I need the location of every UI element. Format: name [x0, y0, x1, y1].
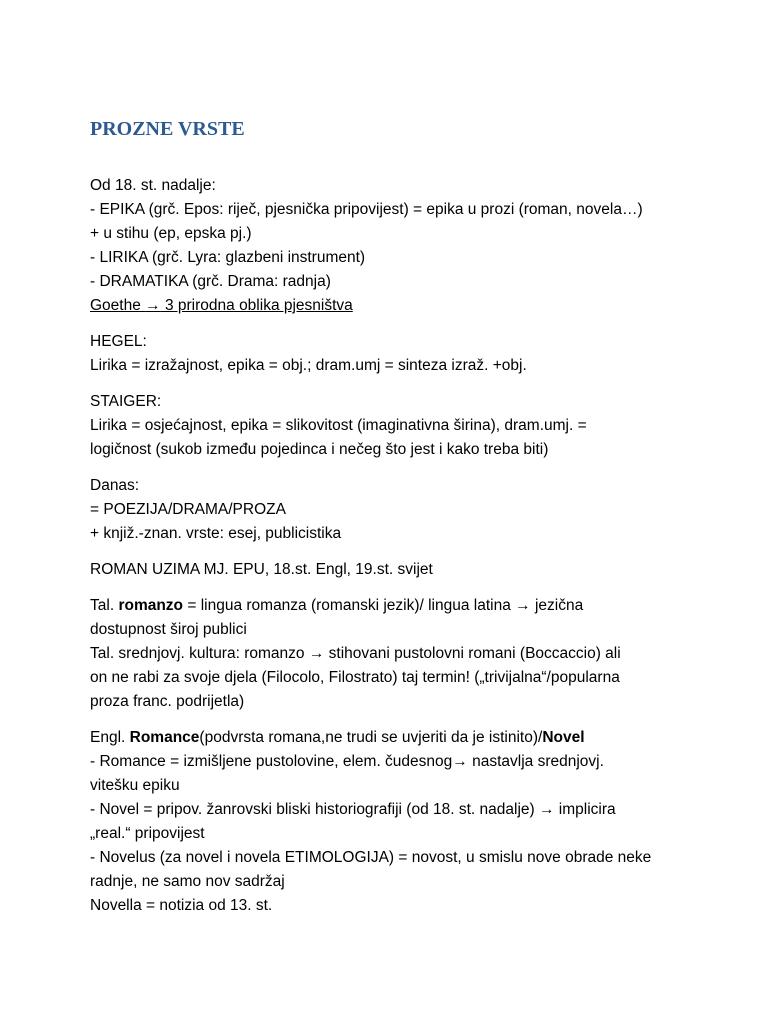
text-line: on ne rabi za svoje djela (Filocolo, Filostrato) taj termin! („trivijalna“/popularna: [90, 669, 620, 686]
section-heading: Danas:: [90, 477, 140, 494]
engl-section: [90, 726, 730, 918]
text-line: - DRAMATIKA (grč. Drama: radnja): [90, 273, 331, 290]
text-span: - Romance = izmišljene pustolovine, elem. čudesnog: [90, 753, 453, 770]
page-title: PROZNE VRSTE: [90, 118, 245, 140]
text-line: logičnost (sukob između pojedinca i nečeg što jest i kako treba biti): [90, 441, 549, 458]
text-line: [90, 642, 730, 666]
text-span: Tal. srednjovj. kultura: romanzo: [90, 645, 309, 662]
arrow-right-icon: →: [145, 297, 161, 314]
arrow-right-icon: →: [308, 645, 325, 662]
text-span: (podvrsta romana,ne trudi se uvjeriti da je istinito)/: [199, 729, 543, 746]
intro-section: [90, 174, 730, 318]
staiger-section: [90, 390, 730, 462]
text-line: Novella = notizia od 13. st.: [90, 897, 273, 914]
text-span: Tal.: [90, 597, 119, 614]
text-line: proza franc. podrijetla): [90, 693, 245, 710]
text-span: jezična: [530, 597, 584, 614]
section-heading: HEGEL:: [90, 333, 147, 350]
text-line: - EPIKA (grč. Epos: riječ, pjesnička pripovijest) = epika u prozi (roman, novela…): [90, 201, 643, 218]
bold-term: Novel: [542, 729, 585, 746]
text-line: [90, 798, 730, 822]
bold-term: romanzo: [118, 597, 184, 614]
text-span: nastavlja srednjovj.: [467, 753, 604, 770]
tal-section: [90, 594, 730, 714]
text-line: Lirika = izražajnost, epika = obj.; dram.umj = sinteza izraž. +obj.: [90, 357, 527, 374]
danas-section: [90, 474, 730, 546]
text-span: Goethe: [90, 297, 146, 314]
arrow-right-icon: →: [452, 753, 468, 770]
text-line: - Novelus (za novel i novela ETIMOLOGIJA) = novost, u smislu nove obrade neke: [90, 849, 652, 866]
text-line: [90, 726, 730, 750]
arrow-right-icon: →: [538, 801, 555, 818]
text-span: stihovani pustolovni romani (Boccaccio) ali: [324, 645, 621, 662]
text-span: implicira: [554, 801, 616, 818]
bold-term: Romance: [129, 729, 200, 746]
text-line: radnje, ne samo nov sadržaj: [90, 873, 285, 890]
text-line: + u stihu (ep, epska pj.): [90, 225, 252, 242]
hegel-section: [90, 330, 730, 378]
text-span: = lingua romanza (romanski jezik)/ lingua latina: [183, 597, 516, 614]
roman-section: [90, 558, 730, 582]
text-span: - Novel = pripov. žanrovski bliski historiografiji (od 18. st. nadalje): [90, 801, 539, 818]
text-line: „real.“ pripovijest: [90, 825, 205, 842]
text-line: ROMAN UZIMA MJ. EPU, 18.st. Engl, 19.st. svijet: [90, 561, 433, 578]
text-line: - LIRIKA (grč. Lyra: glazbeni instrument): [90, 249, 366, 266]
text-line: dostupnost široj publici: [90, 621, 247, 638]
text-line: Lirika = osjećajnost, epika = slikovitost (imaginativna širina), dram.umj. =: [90, 417, 587, 434]
arrow-right-icon: →: [515, 597, 531, 614]
text-span: 3 prirodna oblika pjesništva: [160, 297, 353, 314]
text-line: + knjiž.-znan. vrste: esej, publicistika: [90, 525, 342, 542]
text-line: Od 18. st. nadalje:: [90, 177, 216, 194]
text-span: Engl.: [90, 729, 130, 746]
text-line-underlined: [90, 294, 730, 318]
section-heading: STAIGER:: [90, 393, 162, 410]
text-line: = POEZIJA/DRAMA/PROZA: [90, 501, 286, 518]
text-line: [90, 594, 730, 618]
text-line: [90, 750, 730, 774]
text-line: vitešku epiku: [90, 777, 180, 794]
